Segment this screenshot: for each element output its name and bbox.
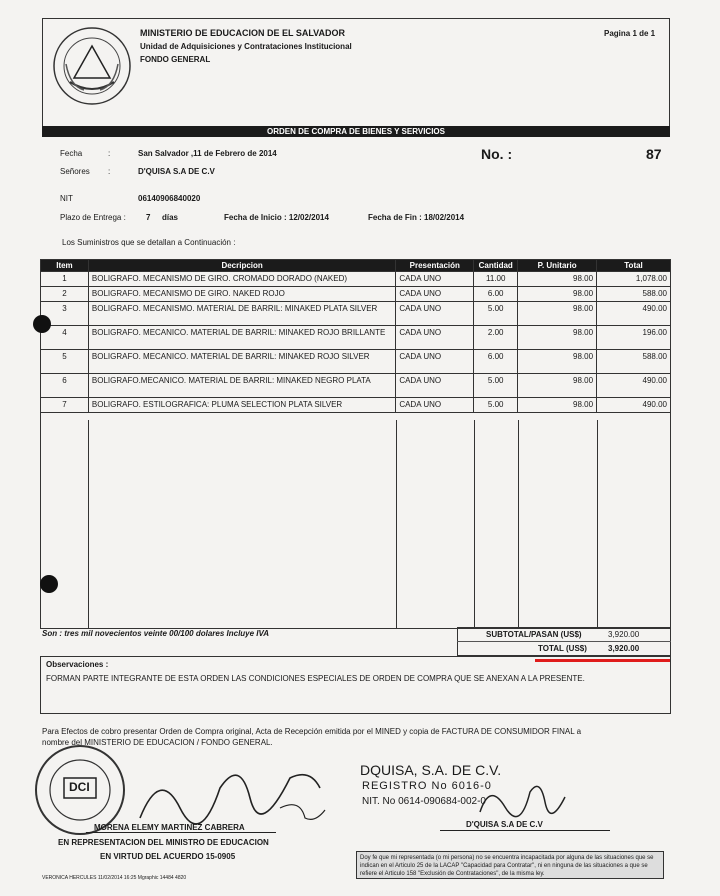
- order-no-label: No. :: [481, 146, 513, 162]
- dci-seal-text: DCI: [69, 780, 90, 794]
- table-row: 6 BOLIGRAFO.MECANICO. MATERIAL DE BARRIL: MINAKED NEGRO PLATA CADA UNO 5.00 98.00 490.00: [41, 374, 671, 398]
- total-value: 3,920.00: [608, 644, 640, 653]
- fecha-label: Fecha: [60, 149, 83, 158]
- table-row: 5 BOLIGRAFO. MECANICO. MATERIAL DE BARRIL: MINAKED ROJO SILVER CADA UNO 6.00 98.00 588.00: [41, 350, 671, 374]
- agreement-ref: EN VIRTUD DEL ACUERDO 15-0905: [100, 852, 236, 861]
- company-stamp-registro: REGISTRO No 6016-0: [362, 780, 492, 792]
- senores-label: Señores: [60, 167, 90, 176]
- table-row: 1 BOLIGRAFO. MECANISMO DE GIRO. CROMADO DORADO (NAKED) CADA UNO 11.00 98.00 1,078.00: [41, 272, 671, 287]
- page-indicator: Pagina 1 de 1: [604, 29, 656, 38]
- signer-role: EN REPRESENTACION DEL MINISTRO DE EDUCACION: [58, 838, 269, 847]
- col-header-presentation: Presentación: [396, 260, 474, 272]
- col-header-item: Item: [41, 260, 89, 272]
- col-header-unit-price: P. Unitario: [518, 260, 597, 272]
- signer-name: MORENA ELEMY MARTINEZ CABRERA: [94, 823, 245, 832]
- observations-label: Observaciones :: [46, 660, 109, 669]
- subtotal-value: 3,920.00: [608, 630, 640, 639]
- purchase-order-document: MINISTERIO DE EDUCACION DE EL SALVADOR Unidad de Adquisiciones y Contrataciones Institucional FONDO GENERAL Pagina 1 de 1 ORDEN DE COMPRA DE BIENES Y SERVICIOS Fecha : San Salvador ,11 de Febrero de 2014 No. : 87 Señores : D'QUISA S.A DE C.V NIT 06140906840020 Plazo de Entrega : 7 días Fecha de Inicio : 12/02/2014 Fecha de Fin : 18/02/2014 Los Suministros que se detallan a Continuación : Item Decripcion Presentación Cantidad P. Unitario Total 1 BOLIGRAFO. MECANISMO DE GIRO. CROMADO DORADO (NAKED) CADA UNO 11.00 98.00 1,078.00 2 BOLIGRAFO. MECANISMO DE GIRO. NAKED ROJO CADA UNO 6.00 98.00 588.00 3 BOLIGRAFO. MECANISMO. MATERIAL DE BARRIL: MINAKED PLATA SILVER CADA UNO 5.00 98.00 490.00 4 BOLIGRAFO. MECANICO. MATERIAL DE BARRIL: MINAKED ROJO BRILLANTE CADA UNO 2.00 98.00 196.00 5 BOLIGRAFO. MECANICO. MATERIAL DE BARRIL: MINAKED ROJO SILVER CADA UNO 6.00 98.00 588.00 6 BOLIGRAFO.MECANICO. MATERIAL DE BARRIL: MINAKED NEGRO PLATA CADA UNO 5.00 98.00 490.00 7 BOLIGRAFO. ESTILOGRAFICA: PLUMA SELECTION PLATA SILVER CADA UNO 5.00 98.00 490.00 Son : tres mil novecientos veinte 00/100 dolares Incluye IVA SUBTOTAL/PASAN (US$) 3,920.00 TOTAL (US$) 3,920.00 Observaciones : FORMAN PARTE INTEGRANTE DE ESTA ORDEN LAS CONDICIONES ESPECIALES DE ORDEN DE COMPRA QUE SE ANEXAN A LA PRESENTE. Para Efectos de cobro presentar Orden de Compra original, Acta de Recepción emitida por el MINED y copia de FACTURA DE CONSUMIDOR FINAL a nombre del MINISTERIO DE EDUCACION / FONDO GENERAL. DCI MORENA ELEMY MARTINEZ CABRERA EN REPRESENTACION DEL MINISTRO DE EDUCACION EN VIRTUD DEL ACUERDO 15-0905 DQUISA, S.A. DE C.V. REGISTRO No 6016-0 NIT. No 0614-090684-002-0 D'QUISA S.A DE C.V Doy fe que mi representada (o mi persona) no se encuentra incapacitada por alguna de las situaciones que se indican en el Articulo 25 de la LACAP "Capacidad para Contratar", ni en ninguna de las situaciones a que se refiere el Articulo 158 "Exclusión de Contrataciones", de la misma ley. VERONICA HERCULES 11/02/2014 16:25 Mgraphic 14484 4820: [0, 0, 720, 896]
- header-box: [42, 18, 670, 130]
- observations-text: FORMAN PARTE INTEGRANTE DE ESTA ORDEN LAS CONDICIONES ESPECIALES DE ORDEN DE COMPRA QUE SE ANEXAN A LA PRESENTE.: [46, 674, 585, 683]
- table-row: 3 BOLIGRAFO. MECANISMO. MATERIAL DE BARRIL: MINAKED PLATA SILVER CADA UNO 5.00 98.00 490.00: [41, 302, 671, 326]
- table-row: 2 BOLIGRAFO. MECANISMO DE GIRO. NAKED ROJO CADA UNO 6.00 98.00 588.00: [41, 287, 671, 302]
- payment-instructions-line1: Para Efectos de cobro presentar Orden de Compra original, Acta de Recepción emitida por el MINED y copia de FACTURA DE CONSUMIDOR FINAL a: [42, 727, 582, 736]
- coat-of-arms-seal: [50, 24, 134, 108]
- ministry-name: MINISTERIO DE EDUCACION DE EL SALVADOR: [140, 28, 346, 38]
- nit-label: NIT: [60, 194, 73, 203]
- items-table: [40, 259, 671, 413]
- binder-hole: [33, 315, 51, 333]
- signature-right: [470, 772, 570, 822]
- table-header-row: [41, 260, 671, 272]
- subtotal-label: SUBTOTAL/PASAN (US$): [486, 630, 582, 639]
- legal-declaration-box: Doy fe que mi representada (o mi persona) no se encuentra incapacitada por alguna de las situaciones que se indican en el Articulo 25 de la LACAP "Capacidad para Contratar", ni en ninguna de las situaciones a que se refiere el Articulo 158 "Exclusión de Contrataciones", de la misma ley.: [356, 851, 664, 879]
- start-date: Fecha de Inicio : 12/02/2014: [224, 213, 329, 222]
- signature-left: [130, 748, 330, 828]
- supplies-intro: Los Suministros que se detallan a Continuación :: [62, 238, 236, 247]
- table-row: 7 BOLIGRAFO. ESTILOGRAFICA: PLUMA SELECTION PLATA SILVER CADA UNO 5.00 98.00 490.00: [41, 398, 671, 413]
- amount-in-words: Son : tres mil novecientos veinte 00/100 dolares Incluye IVA: [42, 629, 270, 638]
- fund-name: FONDO GENERAL: [140, 55, 211, 64]
- plazo-value: 7: [146, 213, 151, 222]
- plazo-label: Plazo de Entrega :: [60, 213, 126, 222]
- company-signature-label: D'QUISA S.A DE C.V: [466, 820, 543, 829]
- print-footer: VERONICA HERCULES 11/02/2014 16:25 Mgraphic 14484 4820: [42, 875, 187, 881]
- supplier-name: D'QUISA S.A DE C.V: [138, 167, 215, 176]
- col-header-quantity: Cantidad: [474, 260, 518, 272]
- unit-name: Unidad de Adquisiciones y Contrataciones Institucional: [140, 42, 352, 51]
- observations-box: [40, 656, 671, 714]
- nit-value: 06140906840020: [138, 194, 201, 203]
- plazo-unit: días: [162, 213, 179, 222]
- end-date: Fecha de Fin : 18/02/2014: [368, 213, 465, 222]
- total-label: TOTAL (US$): [538, 644, 587, 653]
- order-no-value: 87: [646, 146, 662, 162]
- col-header-total: Total: [597, 260, 671, 272]
- order-banner: ORDEN DE COMPRA DE BIENES Y SERVICIOS: [42, 126, 670, 137]
- payment-instructions-line2: nombre del MINISTERIO DE EDUCACION / FONDO GENERAL.: [42, 738, 273, 747]
- fecha-value: San Salvador ,11 de Febrero de 2014: [138, 149, 277, 158]
- company-stamp-nit: NIT. No 0614-090684-002-0: [362, 796, 486, 807]
- col-header-description: Decripcion: [88, 260, 395, 272]
- company-stamp-name: DQUISA, S.A. DE C.V.: [360, 762, 502, 778]
- binder-hole: [40, 575, 58, 593]
- table-row: 4 BOLIGRAFO. MECANICO. MATERIAL DE BARRIL: MINAKED ROJO BRILLANTE CADA UNO 2.00 98.00 196.00: [41, 326, 671, 350]
